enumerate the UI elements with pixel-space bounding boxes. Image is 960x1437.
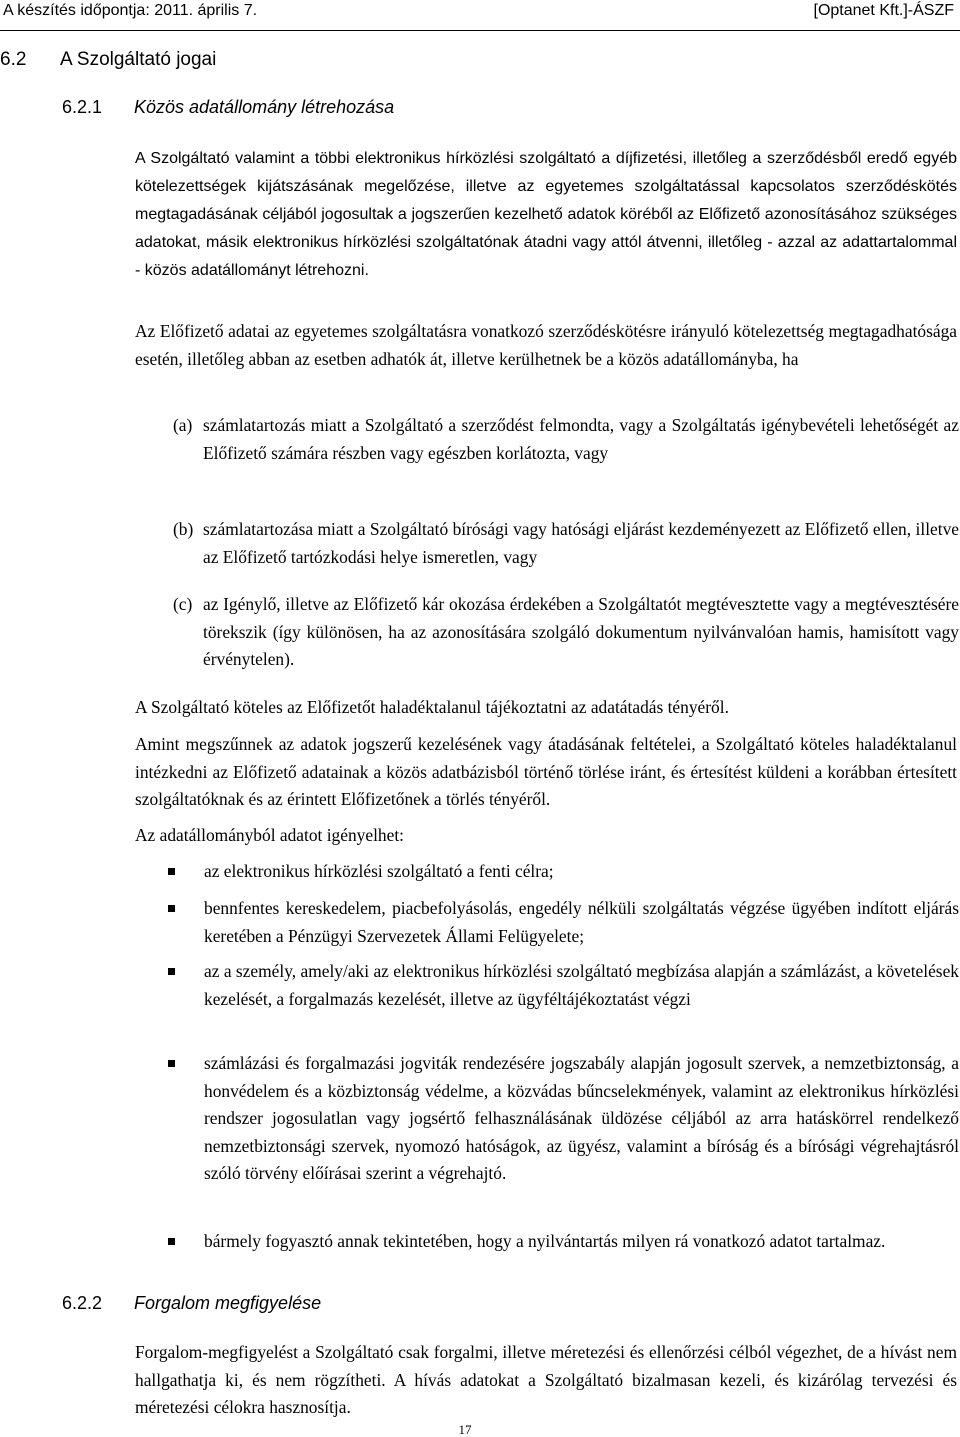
list-item: [173, 412, 959, 467]
subsection-title: Közös adatállomány létrehozása: [134, 97, 395, 117]
item-text: számlatartozás miatt a Szolgáltató a szerződést felmondta, vagy a Szolgáltatás igénybevételi lehetőségét az Előfizető számára részben vagy egészben korlátozta, vagy: [203, 415, 959, 463]
list-item: [168, 1228, 959, 1256]
item-label: (a): [173, 415, 193, 435]
header-divider: [0, 30, 960, 31]
bullet-square-icon: [168, 868, 175, 875]
subsection-number: 6.2.2: [62, 1293, 103, 1313]
section-title: A Szolgáltató jogai: [60, 49, 217, 70]
subsection-heading-2: [62, 1293, 321, 1314]
list-item: [168, 858, 959, 886]
paragraph-deletion: Amint megszűnnek az adatok jogszerű kezelésének vagy átadásának feltételei, a Szolgáltató köteles haladéktalanul intézkedni az Előfizető adatainak a közös adatbázisból történő törlése iránt, és értesítést küldeni a korábban értesített szolgáltatóknak és az érintett Előfizetőnek a törlés tényéről.: [135, 734, 957, 809]
bullet-text: számlázási és forgalmazási jogviták rendezésére jogszabály alapján jogosult szervek, a nemzetbiztonság, a honvédelem és a közbiztonság védelme, a közvádas bűncselekmények, valamint az elektronikus hírközlési rendszer jogosulatlan vagy jogsértő felhasználásának üldözése céljából az arra hatáskörrel rendelkező nemzetbiztonsági szervek, nyomozó hatóságok, az ügyész, valamint a bíróság és a bírósági végrehajtásról szóló törvény előírásai szerint a végrehajtó.: [204, 1053, 959, 1183]
bullet-square-icon: [168, 905, 175, 912]
header-company: [Optanet Kft.]-ÁSZF: [813, 2, 954, 19]
section-number: 6.2: [0, 49, 27, 70]
bullet-text: az elektronikus hírközlési szolgáltató a fenti célra;: [204, 861, 554, 881]
list-item: [173, 591, 959, 674]
paragraph-requesters-intro: Az adatállományból adatot igényelhet:: [135, 825, 404, 845]
subsection-title: Forgalom megfigyelése: [134, 1293, 322, 1313]
subsection-number: 6.2.1: [62, 97, 103, 117]
bullet-text: bármely fogyasztó annak tekintetében, hogy a nyilvántartás milyen rá vonatkozó adatot tartalmaz.: [204, 1231, 886, 1251]
list-item: [168, 958, 959, 1013]
item-label: (c): [173, 594, 193, 614]
paragraph-traffic-monitoring: Forgalom-megfigyelést a Szolgáltató csak forgalmi, illetve méretezési és ellenőrzési célból végezhet, de a hívást nem hallgathatja ki, és nem rögzítheti. A hívás adatokat a Szolgáltató bizalmasan kezeli, és kizárólag tervezési és méretezési célokra hasznosítja.: [135, 1342, 957, 1417]
list-item: [168, 1050, 959, 1188]
paragraph-conditions-intro: Az Előfizető adatai az egyetemes szolgáltatásra vonatkozó szerződéskötésre irányuló kötelezettség megtagadhatósága esetén, illetőleg abban az esetben adhatók át, illetve kerülhetnek be a közös adatállományba, ha: [135, 321, 957, 369]
bullet-square-icon: [168, 1060, 175, 1067]
subsection-heading-1: [62, 97, 394, 118]
item-text: számlatartozása miatt a Szolgáltató bírósági vagy hatósági eljárást kezdeményezett az Előfizető ellen, illetve az Előfizető tartózkodási helye ismeretlen, vagy: [203, 519, 959, 567]
section-heading: [0, 49, 216, 71]
bullet-text: az a személy, amely/aki az elektronikus hírközlési szolgáltató megbízása alapján a számlázást, a követelések kezelését, a forgalmazás kezelését, illetve az ügyféltájékoztatást végzi: [204, 961, 959, 1009]
page-number: 17: [458, 1422, 472, 1437]
item-text: az Igénylő, illetve az Előfizető kár okozása érdekében a Szolgáltatót megtévesztette vagy a megtévesztésére törekszik (így különösen, ha az azonosítására szolgáló dokumentum nyilvánvalóan hamis, hamisított vagy érvénytelen).: [203, 594, 959, 669]
paragraph-data-sharing: A Szolgáltató valamint a többi elektronikus hírközlési szolgáltató a díjfizetési, illetőleg a szerződésből eredő egyéb kötelezettségek kijátszásának megelőzése, illetve az egyetemes szolgáltatással kapcsolatos szerződéskötés megtagadásának céljából jogosultak a jogszerűen kezelhető adatok köréből az Előfizető azonosításához szükséges adatokat, másik elektronikus hírközlési szolgáltatónak átadni vagy attól átvenni, illetőleg - azzal az adattartalommal - közös adatállományt létrehozni.: [135, 150, 957, 279]
list-item: [168, 895, 959, 950]
bullet-text: bennfentes kereskedelem, piacbefolyásolás, engedély nélküli szolgáltatás végzése ügyében indított eljárás keretében a Pénzügyi Szervezetek Állami Felügyelete;: [204, 898, 959, 946]
bullet-square-icon: [168, 1238, 175, 1245]
list-item: [173, 516, 959, 571]
item-label: (b): [173, 519, 194, 539]
paragraph-notification: A Szolgáltató köteles az Előfizetőt haladéktalanul tájékoztatni az adatátadás tényéről.: [135, 697, 729, 717]
header-date: A készítés időpontja: 2011. április 7.: [3, 2, 258, 19]
bullet-square-icon: [168, 968, 175, 975]
